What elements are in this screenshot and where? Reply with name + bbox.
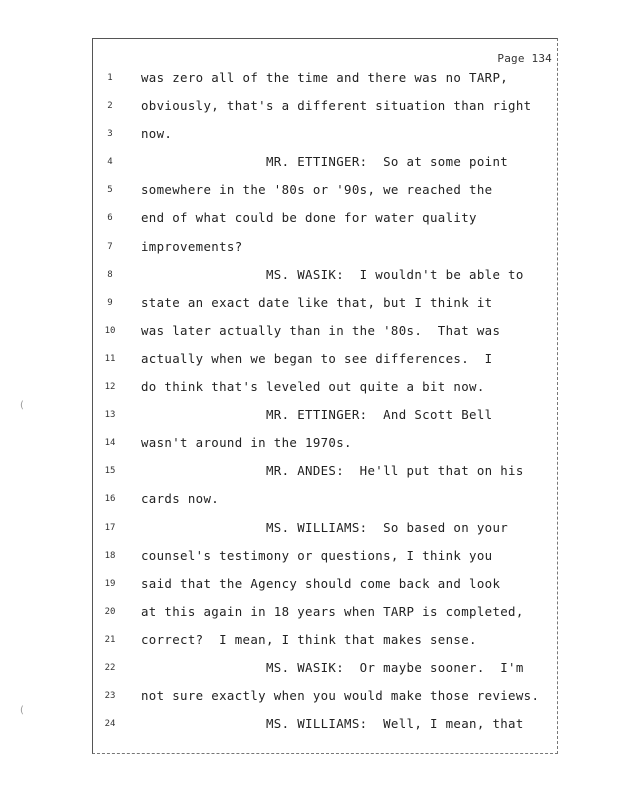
line-number: 2 <box>107 101 113 112</box>
line-text: improvements? <box>141 238 243 254</box>
transcript-line <box>0 178 618 206</box>
line-number: 17 <box>104 522 116 533</box>
transcript-line <box>0 712 618 740</box>
line-text: MS. WASIK: I wouldn't be able to <box>141 266 524 282</box>
transcript-line <box>0 122 618 150</box>
line-number: 15 <box>104 466 116 477</box>
transcript-line <box>0 347 618 375</box>
transcript-line <box>0 600 618 628</box>
punch-hole-mark: ( <box>20 705 24 716</box>
line-text: MS. WASIK: Or maybe sooner. I'm <box>141 659 524 675</box>
line-number: 14 <box>104 438 116 449</box>
line-number: 22 <box>104 662 116 673</box>
line-number: 13 <box>104 410 116 421</box>
line-number: 10 <box>104 325 116 336</box>
line-text: MS. WILLIAMS: Well, I mean, that <box>141 716 524 732</box>
line-text: MR. ANDES: He'll put that on his <box>141 463 524 479</box>
transcript-line <box>0 375 618 403</box>
line-number: 24 <box>104 719 116 730</box>
transcript-line <box>0 235 618 263</box>
line-text: MR. ETTINGER: And Scott Bell <box>141 407 493 423</box>
line-text: now. <box>141 126 173 142</box>
line-number: 1 <box>107 73 113 83</box>
transcript-line <box>0 319 618 347</box>
line-text: end of what could be done for water quality <box>141 210 477 226</box>
transcript-body <box>0 66 618 740</box>
transcript-line <box>0 656 618 684</box>
transcript-line <box>0 66 618 94</box>
line-number: 21 <box>104 634 116 645</box>
transcript-line <box>0 150 618 178</box>
line-number: 7 <box>107 241 113 252</box>
line-text: somewhere in the '80s or '90s, we reached the <box>141 182 493 198</box>
transcript-line <box>0 628 618 656</box>
line-number: 19 <box>104 578 116 589</box>
transcript-line <box>0 94 618 122</box>
line-text: at this again in 18 years when TARP is completed, <box>141 603 524 619</box>
line-number: 9 <box>107 297 113 308</box>
line-text: cards now. <box>141 491 220 507</box>
line-number: 18 <box>104 550 116 561</box>
transcript-line <box>0 516 618 544</box>
punch-hole-mark: ( <box>20 400 24 411</box>
line-text: not sure exactly when you would make those reviews. <box>141 688 540 704</box>
line-text: do think that's leveled out quite a bit now. <box>141 379 485 395</box>
line-number: 11 <box>104 353 116 364</box>
line-text: wasn't around in the 1970s. <box>141 435 352 451</box>
transcript-line <box>0 403 618 431</box>
line-text: said that the Agency should come back and look <box>141 575 501 591</box>
line-text: correct? I mean, I think that makes sense. <box>141 631 477 647</box>
line-number: 20 <box>104 606 116 617</box>
transcript-line <box>0 487 618 515</box>
transcript-line <box>0 431 618 459</box>
transcript-line <box>0 206 618 234</box>
transcript-line <box>0 291 618 319</box>
line-text: was zero all of the time and there was no TARP, <box>141 70 509 85</box>
line-number: 12 <box>104 382 116 393</box>
transcript-line <box>0 263 618 291</box>
page-number: Page 134 <box>497 52 552 65</box>
line-number: 8 <box>107 269 113 280</box>
line-number: 5 <box>107 185 113 196</box>
line-text: state an exact date like that, but I think it <box>141 294 493 310</box>
line-text: counsel's testimony or questions, I think you <box>141 547 493 563</box>
line-text: was later actually than in the '80s. That was <box>141 322 501 338</box>
line-number: 16 <box>104 494 116 505</box>
line-number: 4 <box>107 157 113 168</box>
line-number: 23 <box>104 691 116 702</box>
line-text: MS. WILLIAMS: So based on your <box>141 519 509 535</box>
line-text: actually when we began to see differences. I <box>141 350 493 366</box>
transcript-line <box>0 544 618 572</box>
line-number: 6 <box>107 213 113 224</box>
transcript-line <box>0 572 618 600</box>
transcript-line <box>0 459 618 487</box>
line-number: 3 <box>107 129 113 140</box>
line-text: obviously, that's a different situation than right <box>141 98 532 114</box>
transcript-line <box>0 684 618 712</box>
line-text: MR. ETTINGER: So at some point <box>141 154 509 170</box>
